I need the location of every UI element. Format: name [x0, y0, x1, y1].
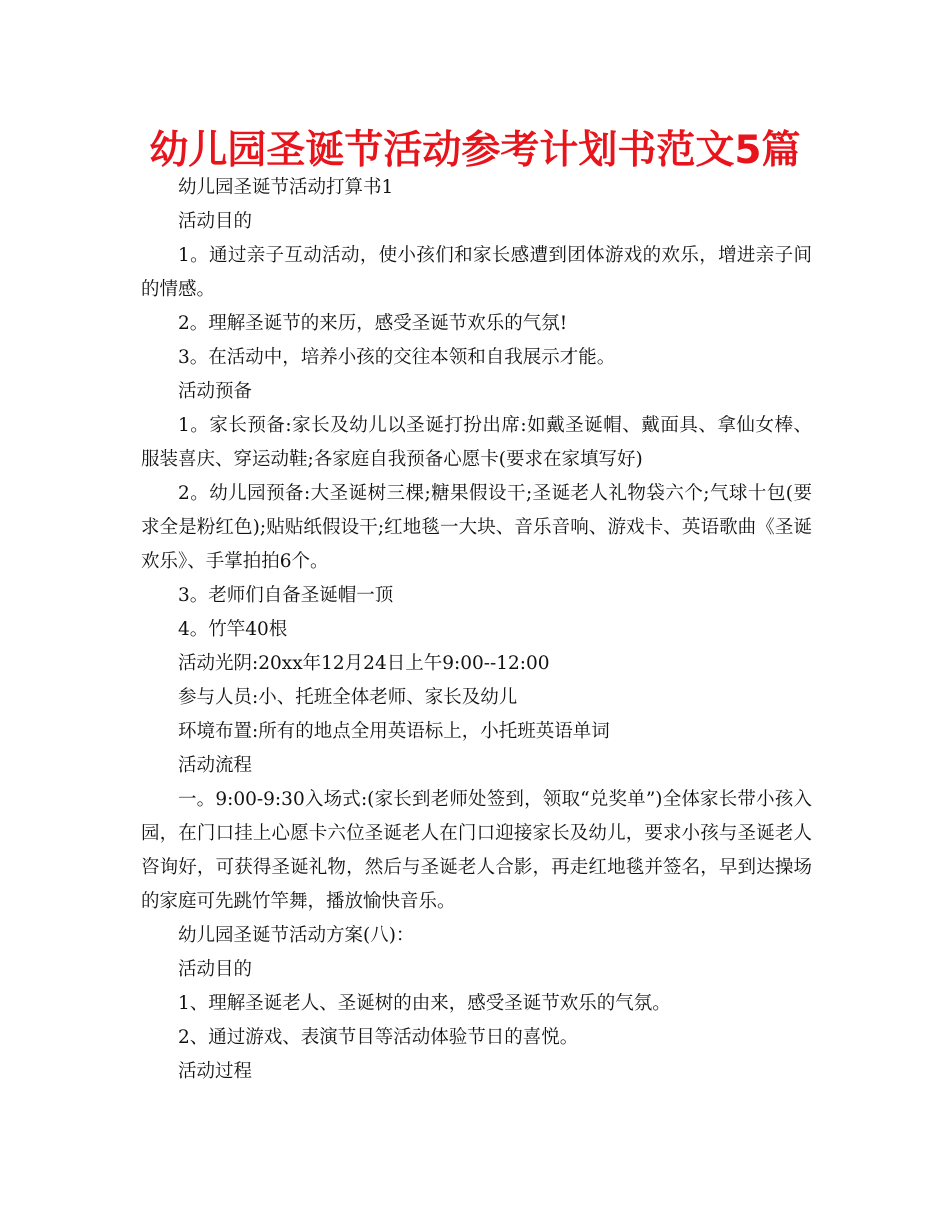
paragraph: 活动预备 — [178, 381, 253, 402]
paragraph: 4。竹竿40根 — [178, 619, 288, 640]
paragraph: 活动目的 — [178, 211, 253, 232]
paragraph: 环境布置:所有的地点全用英语标上，小托班英语单词 — [178, 721, 610, 742]
paragraph: 活动目的 — [178, 959, 253, 980]
paragraph: 1。家长预备:家长及幼儿以圣诞打扮出席:如戴圣诞帽、戴面具、拿仙女棒、服装喜庆、穿运动鞋;各家庭自我预备心愿卡(要求在家填写好) — [141, 415, 812, 470]
paragraph: 1。通过亲子互动活动，使小孩们和家长感遭到团体游戏的欢乐，增进亲子间的情感。 — [141, 245, 812, 300]
document-title: 幼儿园圣诞节活动参考计划书范文5篇 — [149, 128, 801, 173]
paragraph: 幼儿园圣诞节活动方案(八)： — [178, 925, 415, 946]
paragraph: 活动流程 — [178, 755, 253, 776]
paragraph: 幼儿园圣诞节活动打算书1 — [178, 177, 394, 198]
paragraph: 3。老师们自备圣诞帽一顶 — [178, 585, 394, 606]
paragraph: 2。理解圣诞节的来历，感受圣诞节欢乐的气氛! — [178, 313, 568, 334]
paragraph: 2。幼儿园预备:大圣诞树三棵;糖果假设干;圣诞老人礼物袋六个;气球十包(要求全是粉红色);贴贴纸假设干;红地毯一大块、音乐音响、游戏卡、英语歌曲《圣诞欢乐》、手掌拍拍6个。 — [141, 483, 812, 572]
paragraph: 活动光阴:20xx年12月24日上午9:00--12:00 — [178, 653, 550, 674]
paragraph: 1、理解圣诞老人、圣诞树的由来，感受圣诞节欢乐的气氛。 — [178, 993, 671, 1014]
paragraph: 3。在活动中，培养小孩的交往本领和自我展示才能。 — [178, 347, 616, 368]
paragraph: 一。9:00-9:30入场式:(家长到老师处签到，领取“兑奖单”)全体家长带小孩入园，在门口挂上心愿卡六位圣诞老人在门口迎接家长及幼儿，要求小孩与圣诞老人咨询好，可获得圣诞礼物，然后与圣诞老人合影，再走红地毯并签名，早到达操场的家庭可先跳竹竿舞，播放愉快音乐。 — [141, 789, 812, 912]
document-body — [141, 171, 812, 1089]
paragraph: 活动过程 — [178, 1061, 253, 1082]
paragraph: 2、通过游戏、表演节目等活动体验节日的喜悦。 — [178, 1027, 579, 1048]
paragraph: 参与人员:小、托班全体老师、家长及幼儿 — [178, 687, 518, 708]
